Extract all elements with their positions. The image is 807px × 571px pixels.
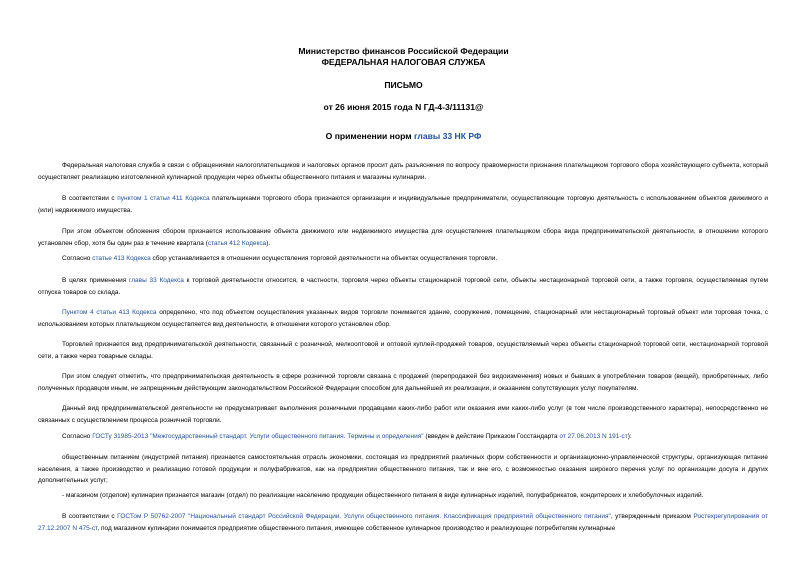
link-article-413-p4[interactable]: Пунктом 4 статьи 413 Кодекса [62,309,157,316]
paragraph-9 [38,403,768,426]
link-gost-50762[interactable]: ГОСТом Р 50762-2007 "Национальный стандарт Российской Федерации. Услуги общественного питания. Классификация предприятий общественного питания" [117,513,611,520]
paragraph-13-text-end: , под магазином кулинарии понимается предприятие общественного питания, имеющее собственное кулинарное производство и реализующее потребителям кулинарные [97,524,616,532]
paragraph-5-text-end: к торговой деятельности относится, в частности, торговля через объекты стационарной торговой сети, объекты нестационарной торговой сети, а также торговля, осуществляемая путем отпуска товаров со склада. [38,277,768,296]
paragraph-13-text: В соответствии с [62,513,118,520]
paragraph-2-text-end: плательщиками торгового сбора признаются организации и индивидуальные предприниматели, осуществляющие торговую деятельность с использованием объектов движимого и (или) недвижимого имущества. [38,195,768,214]
paragraph-7 [38,339,768,362]
paragraph-7-text: Торговлей признается вид предпринимательской деятельности, связанный с розничной, мелкооптовой и оптовой куплей-продажей товаров, осуществляемый через объекты стационарной торговой сети, нестационарной торговой сети, а также через товарные склады. [38,341,768,360]
paragraph-5 [38,275,768,298]
paragraph-8-text: При этом следует отметить, что предпринимательская деятельность в сфере розничной торговли связана с продажей (перепродажей без видоизменения) новых и бывших в употреблении товаров (вещей), приобретенных, либо полученных продавцом иным, не запрещенным действующим законодательством Российской Федерации способом для дальнейшей их реализации, и оказанием сопутствующих услуг покупателям. [38,373,768,392]
link-article-413[interactable]: статье 413 Кодекса [92,255,151,262]
paragraph-12-text: - магазином (отделом) кулинарии признается магазин (отдел) по реализации населению продукции общественного питания в виде кулинарных изделий, полуфабрикатов, кондитерских и хлебобулочных изделий. [62,492,704,499]
paragraph-3-text: При этом объектом обложения сбором признается использование объекта движимого или недвижимого имущества для осуществления плательщиком сбора вида предпринимательской деятельности, в отношении которого установлен сбор, хотя бы один раз в течение квартала ( [38,228,768,247]
link-article-411[interactable]: пунктом 1 статьи 411 Кодекса [117,195,210,202]
paragraph-10-text-mid: (введен в действие Приказом Госстандарта [423,433,560,440]
paragraph-2-text: В соответствии с [62,195,118,202]
paragraph-10-text-end: ): [627,433,632,440]
paragraph-6-text: определено, что под объектом осуществления указанных видов торговли понимается здание, сооружение, помещение, стационарный или нестационарный торговый объект или торговая точка, с использованием которых плательщиком осуществляется вид деятельности, в отношении которого установлен сбор. [38,309,769,328]
ministry-name: Министерство финансов Российской Федерации [298,46,509,56]
document-type: ПИСЬМО [384,80,423,90]
document-date-number: от 26 июня 2015 года N ГД-4-3/11131@ [323,102,484,112]
paragraph-6 [38,307,768,330]
paragraph-12 [38,490,768,502]
paragraph-9-text: Данный вид предпринимательской деятельности не предусматривает выполнения розничными продавцами каких-либо работ или оказания ими каких-либо услуг (в том числе производственного характера), непосредственно не связанных с осуществлением процесса розничной торговли. [38,405,768,424]
paragraph-4-text: Согласно [62,255,93,262]
document-subject [0,131,807,142]
paragraph-1 [38,160,768,183]
paragraph-10 [38,431,768,443]
paragraph-3-text-end: ). [266,239,271,247]
service-name: ФЕДЕРАЛЬНАЯ НАЛОГОВАЯ СЛУЖБА [321,57,486,67]
paragraph-13-text-mid: , утвержденным приказом [610,513,694,520]
paragraph-8 [38,371,768,394]
subject-link[interactable]: главы 33 НК РФ [414,131,482,141]
link-gost-31985[interactable]: ГОСТу 31985-2013 "Межгосударственный стандарт. Услуги общественного питания. Термины и определения" [92,433,424,440]
paragraph-13 [38,511,768,534]
paragraph-2 [38,193,768,216]
paragraph-4-text-end: сбор устанавливается в отношении осуществления торговой деятельности на объектах осуществления торговли. [150,255,498,262]
link-chapter-33[interactable]: главы 33 Кодекса [128,277,184,284]
paragraph-1-text: Федеральная налоговая служба в связи с обращениями налогоплательщиков и налоговых органов просит дать разъяснения по вопросу правомерности признания плательщиком торгового сбора хозяйствующего субъекта, который осуществляет реализацию изготовленной кулинарной продукции через объекты общественного питания и магазины кулинарии. [38,162,768,181]
paragraph-5-text: В целях применения [62,277,129,284]
subject-prefix: О применении норм [325,131,414,141]
paragraph-11-text: общественным питанием (индустрией питания) признается самостоятельная отрасль экономики, состоящая из предприятий различных форм собственности и организационно-управленческой структуры, организующая питание населения, а также производство и реализацию готовой продукции и полуфабрикатов, как на предприятии общественного питания, так и вне его, с возможностью оказания широкого перечня услуг по организации досуга и других дополнительных услуг; [38,454,768,484]
paragraph-3 [38,226,768,249]
paragraph-10-text: Согласно [62,433,93,440]
paragraph-4 [38,253,768,265]
link-order-191[interactable]: от 27.06.2013 N 191-ст [559,433,628,440]
paragraph-11 [38,452,768,487]
link-order-475[interactable]: Ростехрегулирования от 27.12.2007 N 475-ст [38,513,769,532]
link-article-412[interactable]: статья 412 Кодекса [207,239,267,247]
